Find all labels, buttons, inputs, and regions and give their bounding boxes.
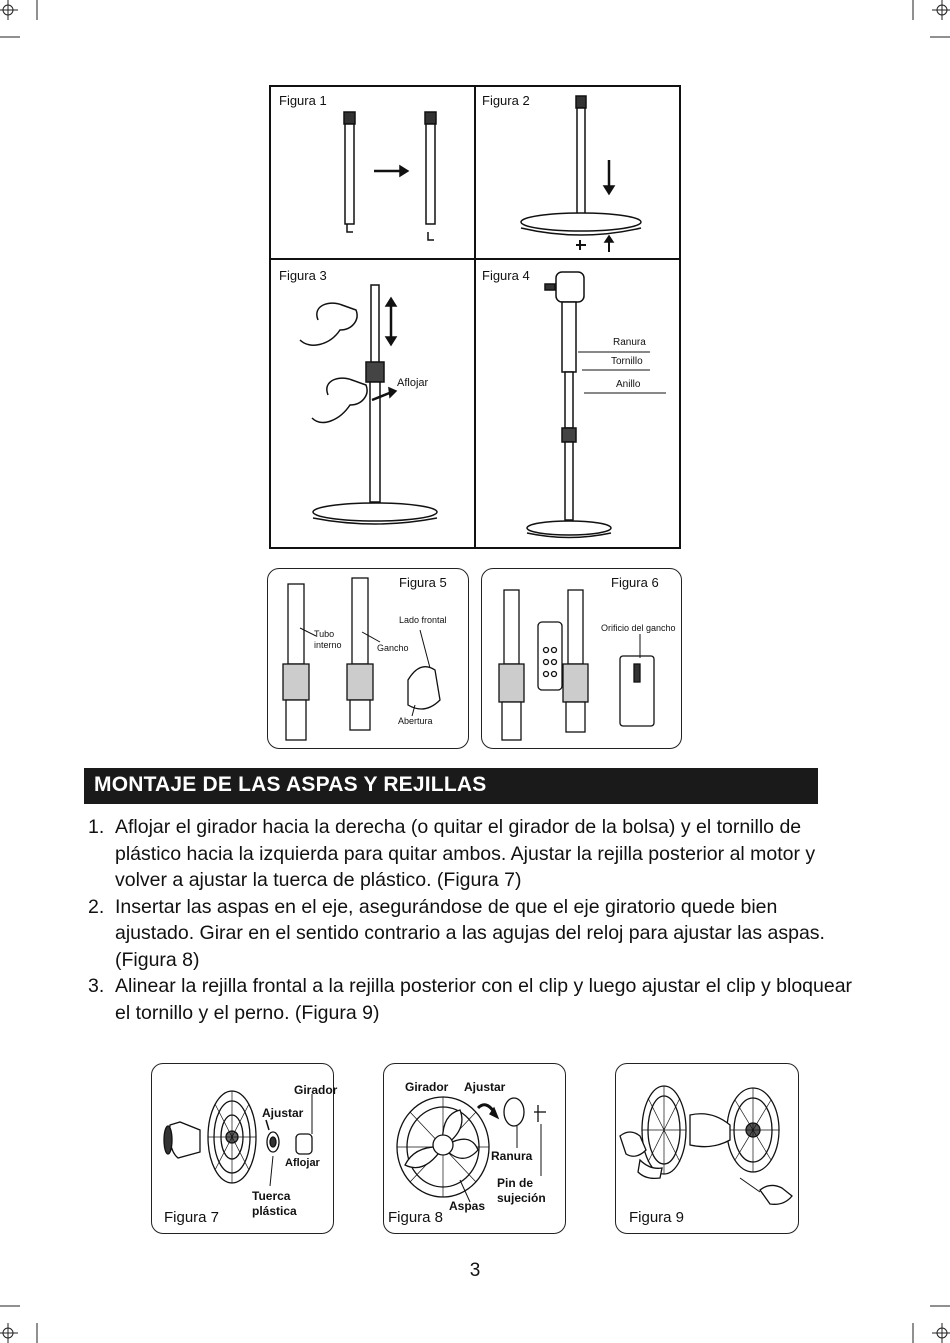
fig7-tighten-label: Ajustar: [262, 1106, 304, 1120]
fig7-spinner-label: Girador: [294, 1083, 338, 1097]
fig8-slot-label: Ranura: [491, 1149, 533, 1163]
page-number: 3: [469, 1260, 481, 1281]
step-item-1: 1. Aflojar el girador hacia la derecha (o quitar el girador de la bolsa) y el tornillo de plástico hacia la izquierda para quitar ambos. Ajustar la rejilla posterior al motor y volver a ajustar la tuerca de plástico. (Figura 7): [88, 816, 816, 891]
figure-9-label: Figura 9: [629, 1209, 685, 1226]
inner-tube-label: Tubo interno: [314, 629, 342, 650]
section-heading: MONTAJE DE LAS ASPAS Y REJILLAS: [94, 773, 487, 796]
front-side-label: Lado frontal: [399, 615, 447, 625]
fig8-tighten-label: Ajustar: [464, 1080, 506, 1094]
step-item-2: 2. Insertar las aspas en el eje, asegurándose de que el eje giratorio quede bien ajustado. Girar en el sentido contrario a las agujas del reloj para ajustar las aspas. (Figura 8): [88, 895, 825, 971]
opening-label: Abertura: [398, 716, 433, 726]
figure-4-label: Figura 4: [482, 268, 530, 283]
figure-6-label: Figura 6: [611, 575, 659, 590]
figure-8-label: Figura 8: [388, 1209, 444, 1226]
ring-label: Anillo: [616, 379, 641, 390]
hook-hole-label: Orificio del gancho: [601, 623, 676, 633]
fig8-pin-label: Pin de sujeción: [497, 1176, 546, 1205]
loosen-label: Aflojar: [397, 377, 429, 389]
step-item-3: 3. Alinear la rejilla frontal a la rejilla posterior con el clip y luego ajustar el clip y bloquear el tornillo y el perno. (Figura 9): [88, 975, 853, 1024]
fig8-blades-label: Aspas: [449, 1199, 486, 1213]
hook-label: Gancho: [377, 643, 409, 653]
fig8-spinner-label: Girador: [405, 1080, 449, 1094]
screw-label: Tornillo: [611, 356, 643, 367]
figure-3-label: Figura 3: [279, 268, 327, 283]
figure-2-label: Figura 2: [482, 93, 530, 108]
figure-1-label: Figura 1: [279, 93, 327, 108]
fig7-nut-label: Tuerca plástica: [252, 1189, 297, 1218]
fig7-loosen-label: Aflojar: [285, 1157, 320, 1169]
slot-label: Ranura: [613, 337, 646, 348]
figure-5-label: Figura 5: [399, 575, 447, 590]
figure-7-label: Figura 7: [164, 1209, 220, 1226]
